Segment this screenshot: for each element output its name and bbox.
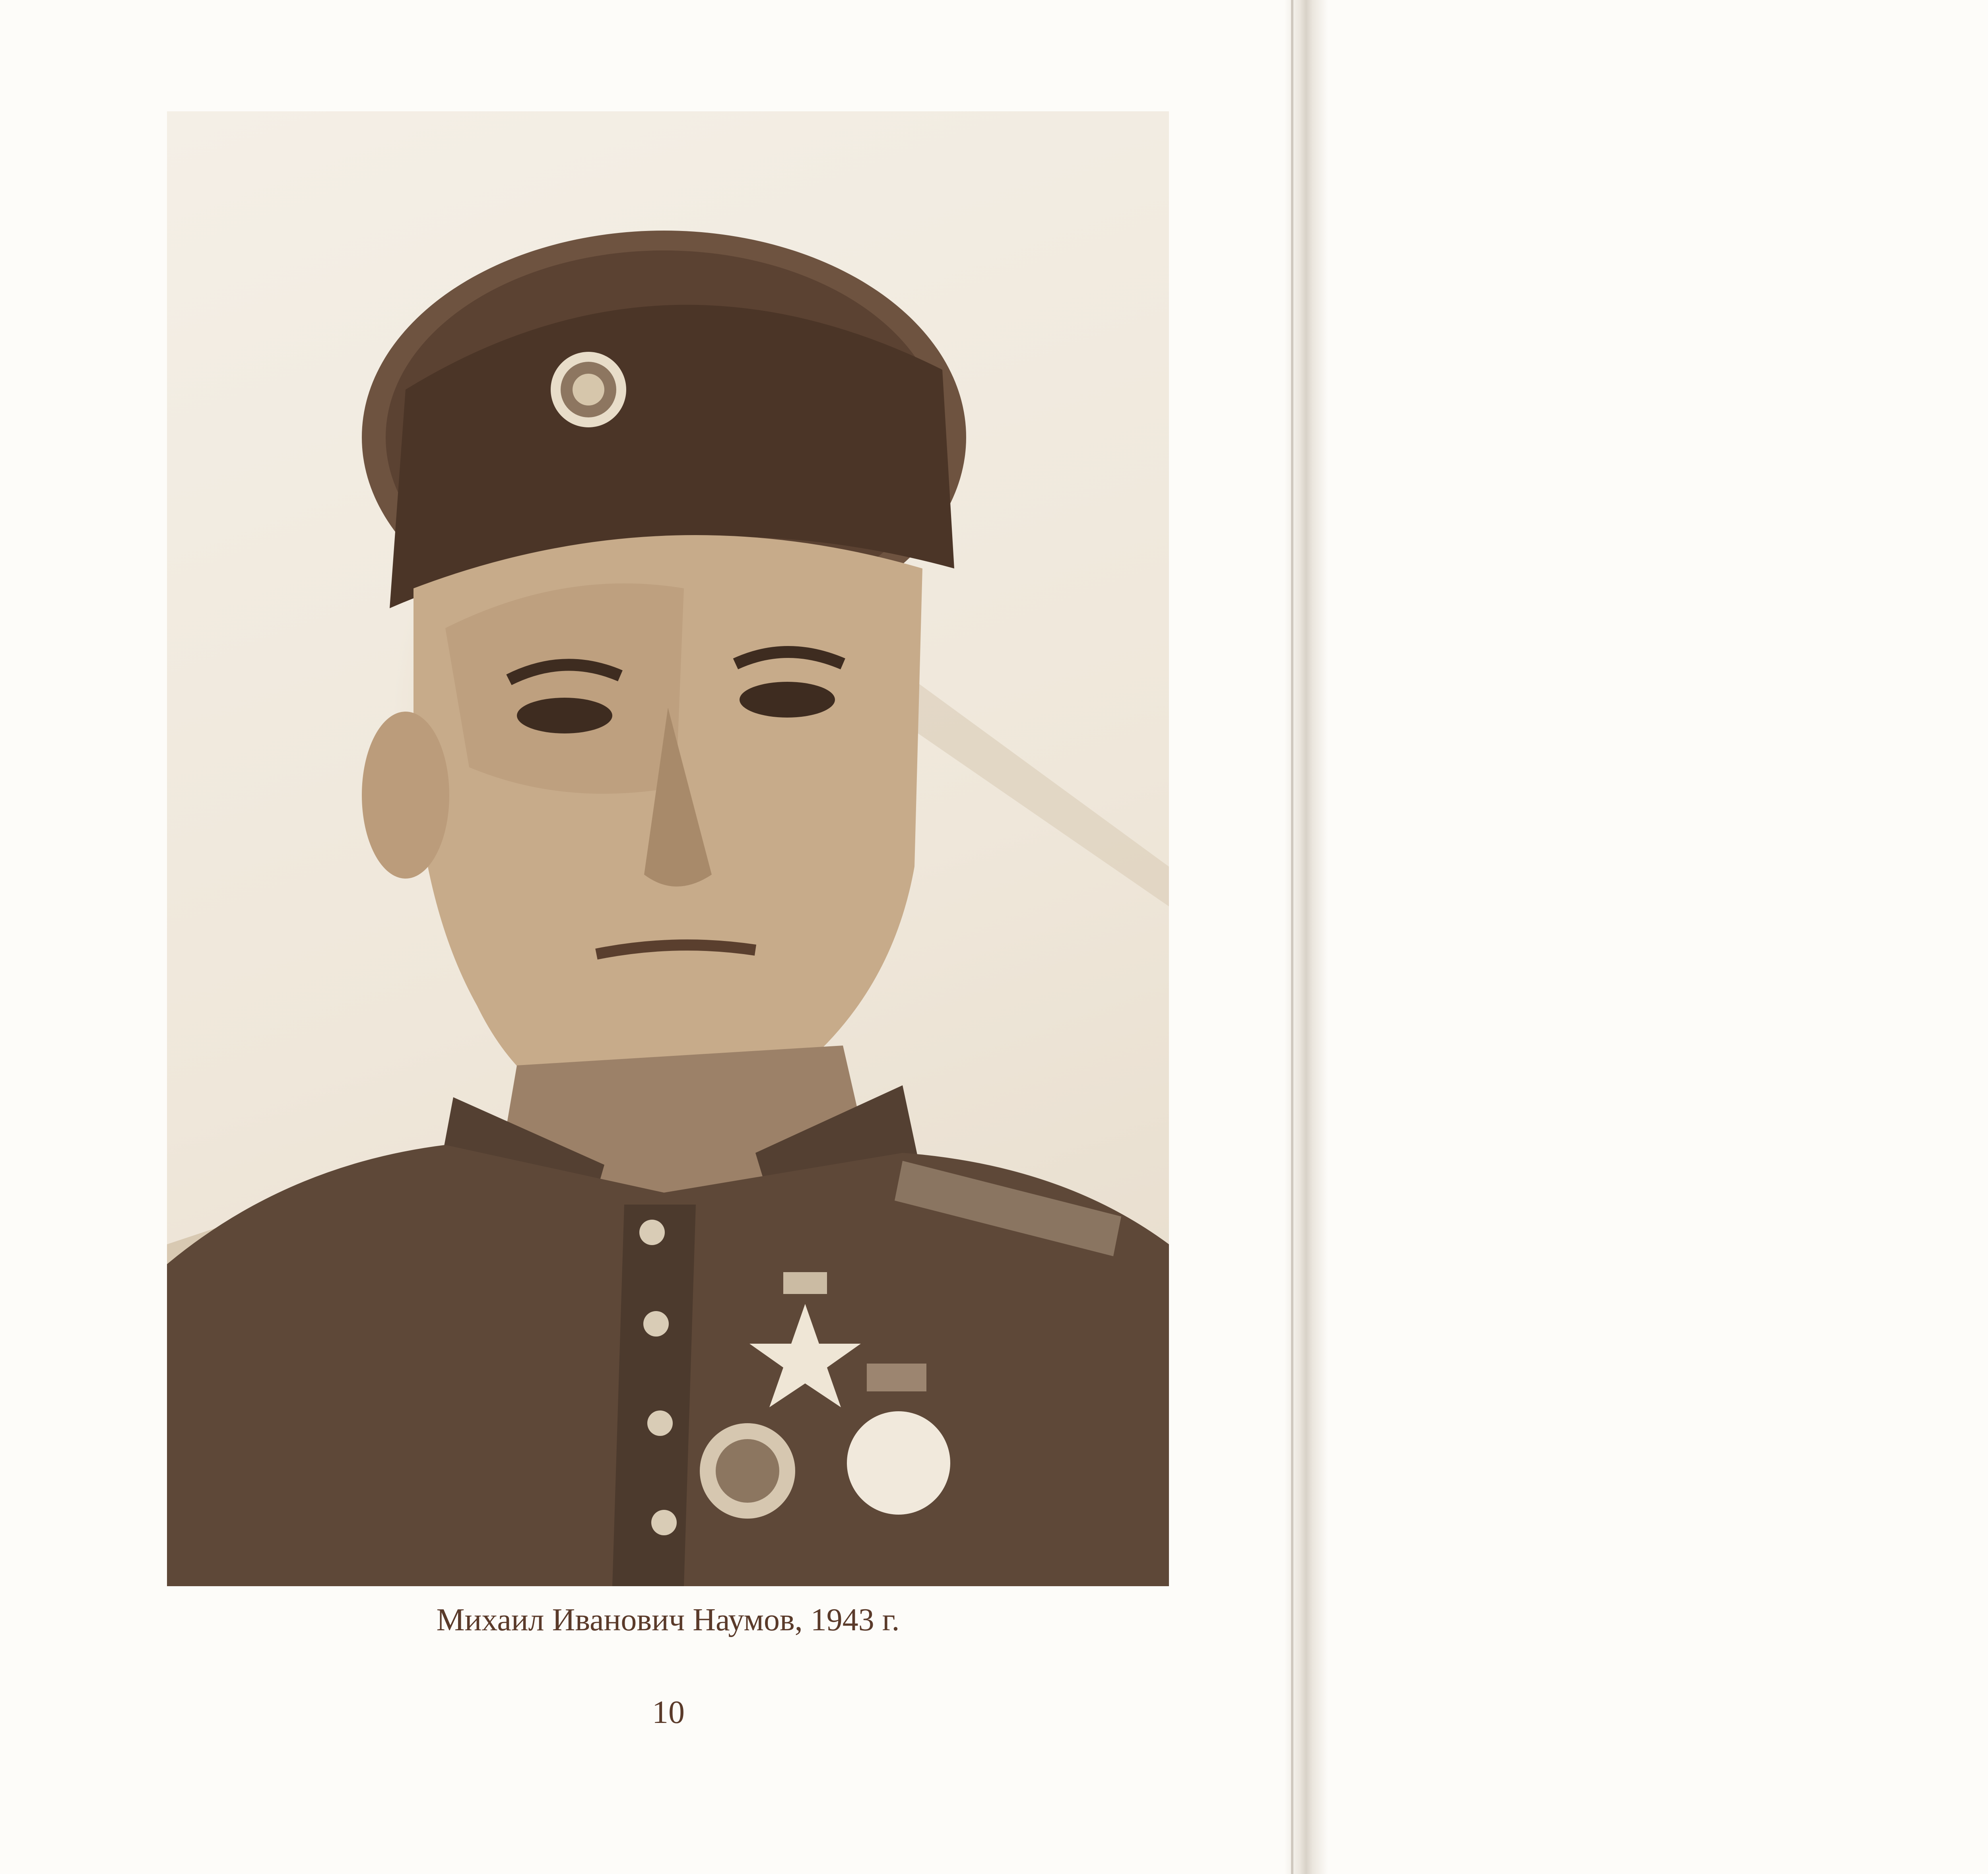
right-page [1310, 0, 1988, 1874]
page-number-left: 10 [652, 1694, 685, 1730]
photo-caption: Михаил Иванович Наумов, 1943 г. [436, 1602, 900, 1637]
portrait-illustration [167, 111, 1169, 1586]
portrait-photo [167, 111, 1169, 1586]
page-gutter-line [1291, 0, 1293, 1874]
